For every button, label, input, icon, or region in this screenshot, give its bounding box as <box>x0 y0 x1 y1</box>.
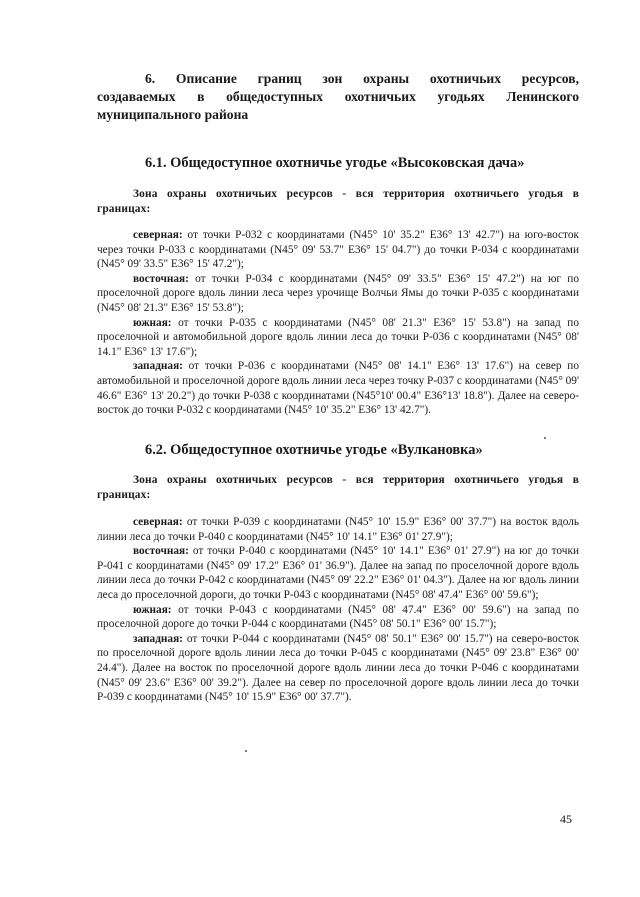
boundary-east: восточная: от точки Р-040 с координатами (N45° 10' 14.1" E36° 01' 27.9") на юг до точки Р-041 с координатами (N45° 09' 17.2" E36° 01' 36.9"). Далее на запад по проселочной дороге вдоль линии леса до точки Р-042 с координатами (N45° 09' 22.2" E36° 01' 04.3"). Далее на юг вдоль линии леса до проселочной дороги, до точки Р-043 с координатами (N45° 08' 47.4" E36° 00' 59.6"); <box>97 545 579 601</box>
boundary-north: северная: от точки Р-032 с координатами (N45° 10' 35.2" E36° 13' 42.7") на юго-восток через точки Р-033 с координатами (N45° 09' 53.7" E36° 15' 04.7") до точки Р-034 с координатами (N45° 09' 33.5" E36° 15' 47.2"); <box>97 229 579 271</box>
zone-description <box>97 473 579 503</box>
boundary-south: южная: от точки Р-035 с координатами (N45° 08' 21.3" E36° 15' 53.8") на запад по проселочной и автомобильной дороге вдоль линии леса до точки Р-036 с координатами (N45° 08' 14.1" E36° 13' 17.6"); <box>97 316 579 358</box>
boundary-east: восточная: от точки Р-034 с координатами (N45° 09' 33.5" E36° 15' 47.2") на юг по проселочной дороге вдоль линии леса через урочище Волчьи Ямы до точки Р-035 с координатами (N45° 08' 21.3" E36° 15' 53.8"); <box>97 272 579 314</box>
document-title <box>97 70 579 124</box>
boundaries-list <box>97 228 579 418</box>
title-line-2: создаваемых в общедоступных охотничьих угодьях Ленинского <box>97 89 579 104</box>
scan-speck <box>544 437 546 439</box>
boundary-south: южная: от точки Р-043 с координатами (N45° 08' 47.4" E36° 00' 59.6") на запад по проселочной дороге до точки Р-044 с координатами (N45° 08' 50.1" E36° 00' 15.7"); <box>97 603 579 631</box>
zone-description <box>97 187 579 217</box>
boundary-west: западная: от точки Р-036 с координатами (N45° 08' 14.1" E36° 13' 17.6") на север по автомобильной и проселочной дороге вдоль линии леса через точку Р-037 с координатами (N45° 09' 46.6" E36° 13' 20.2") до точки Р-038 с координатами (N45°10' 00.4" E36°13' 18.8"). Далее на северо-восток до точки Р-032 с координатами (N45° 10' 35.2" E36° 13' 42.7"). <box>97 360 579 417</box>
zone-line-1: Зона охраны охотничьих ресурсов - вся территория охотничьего угодья в <box>133 188 579 200</box>
boundary-north: северная: от точки Р-039 с координатами (N45° 10' 15.9" E36° 00' 37.7") на восток вдоль линии леса до точки Р-040 с координатами (N45° 10' 14.1" E36° 01' 27.9"); <box>97 516 579 543</box>
zone-line-2: границах: <box>97 489 151 501</box>
section-6-1 <box>97 154 579 172</box>
title-line-1: 6. Описание границ зон охраны охотничьих ресурсов, <box>145 71 579 86</box>
title-line-3: муниципального района <box>97 107 249 122</box>
section-6-2 <box>97 441 579 459</box>
scan-speck <box>245 750 247 752</box>
boundary-west: западная: от точки Р-044 с координатами (N45° 08' 50.1" E36° 00' 15.7") на северо-восток по проселочной дороге вдоль линии леса до точки Р-045 с координатами (N45° 09' 23.8" E36° 00' 24.4"). Далее на восток по проселочной дороге вдоль линии леса до точки Р-046 с координатами (N45° 09' 23.6" E36° 00' 39.2"). Далее на север по проселочной дороге вдоль линии леса до точки Р-039 с координатами (N45° 10' 15.9" E36° 00' 37.7"). <box>97 632 579 704</box>
boundaries-list <box>97 515 579 705</box>
zone-line-1: Зона охраны охотничьих ресурсов - вся территория охотничьего угодья в <box>133 474 579 486</box>
section-heading: 6.1. Общедоступное охотничье угодье «Высоковская дача» <box>145 155 525 171</box>
zone-line-2: границах: <box>97 203 151 215</box>
page-number: 45 <box>560 812 572 826</box>
section-heading: 6.2. Общедоступное охотничье угодье «Вулкановка» <box>145 442 483 458</box>
